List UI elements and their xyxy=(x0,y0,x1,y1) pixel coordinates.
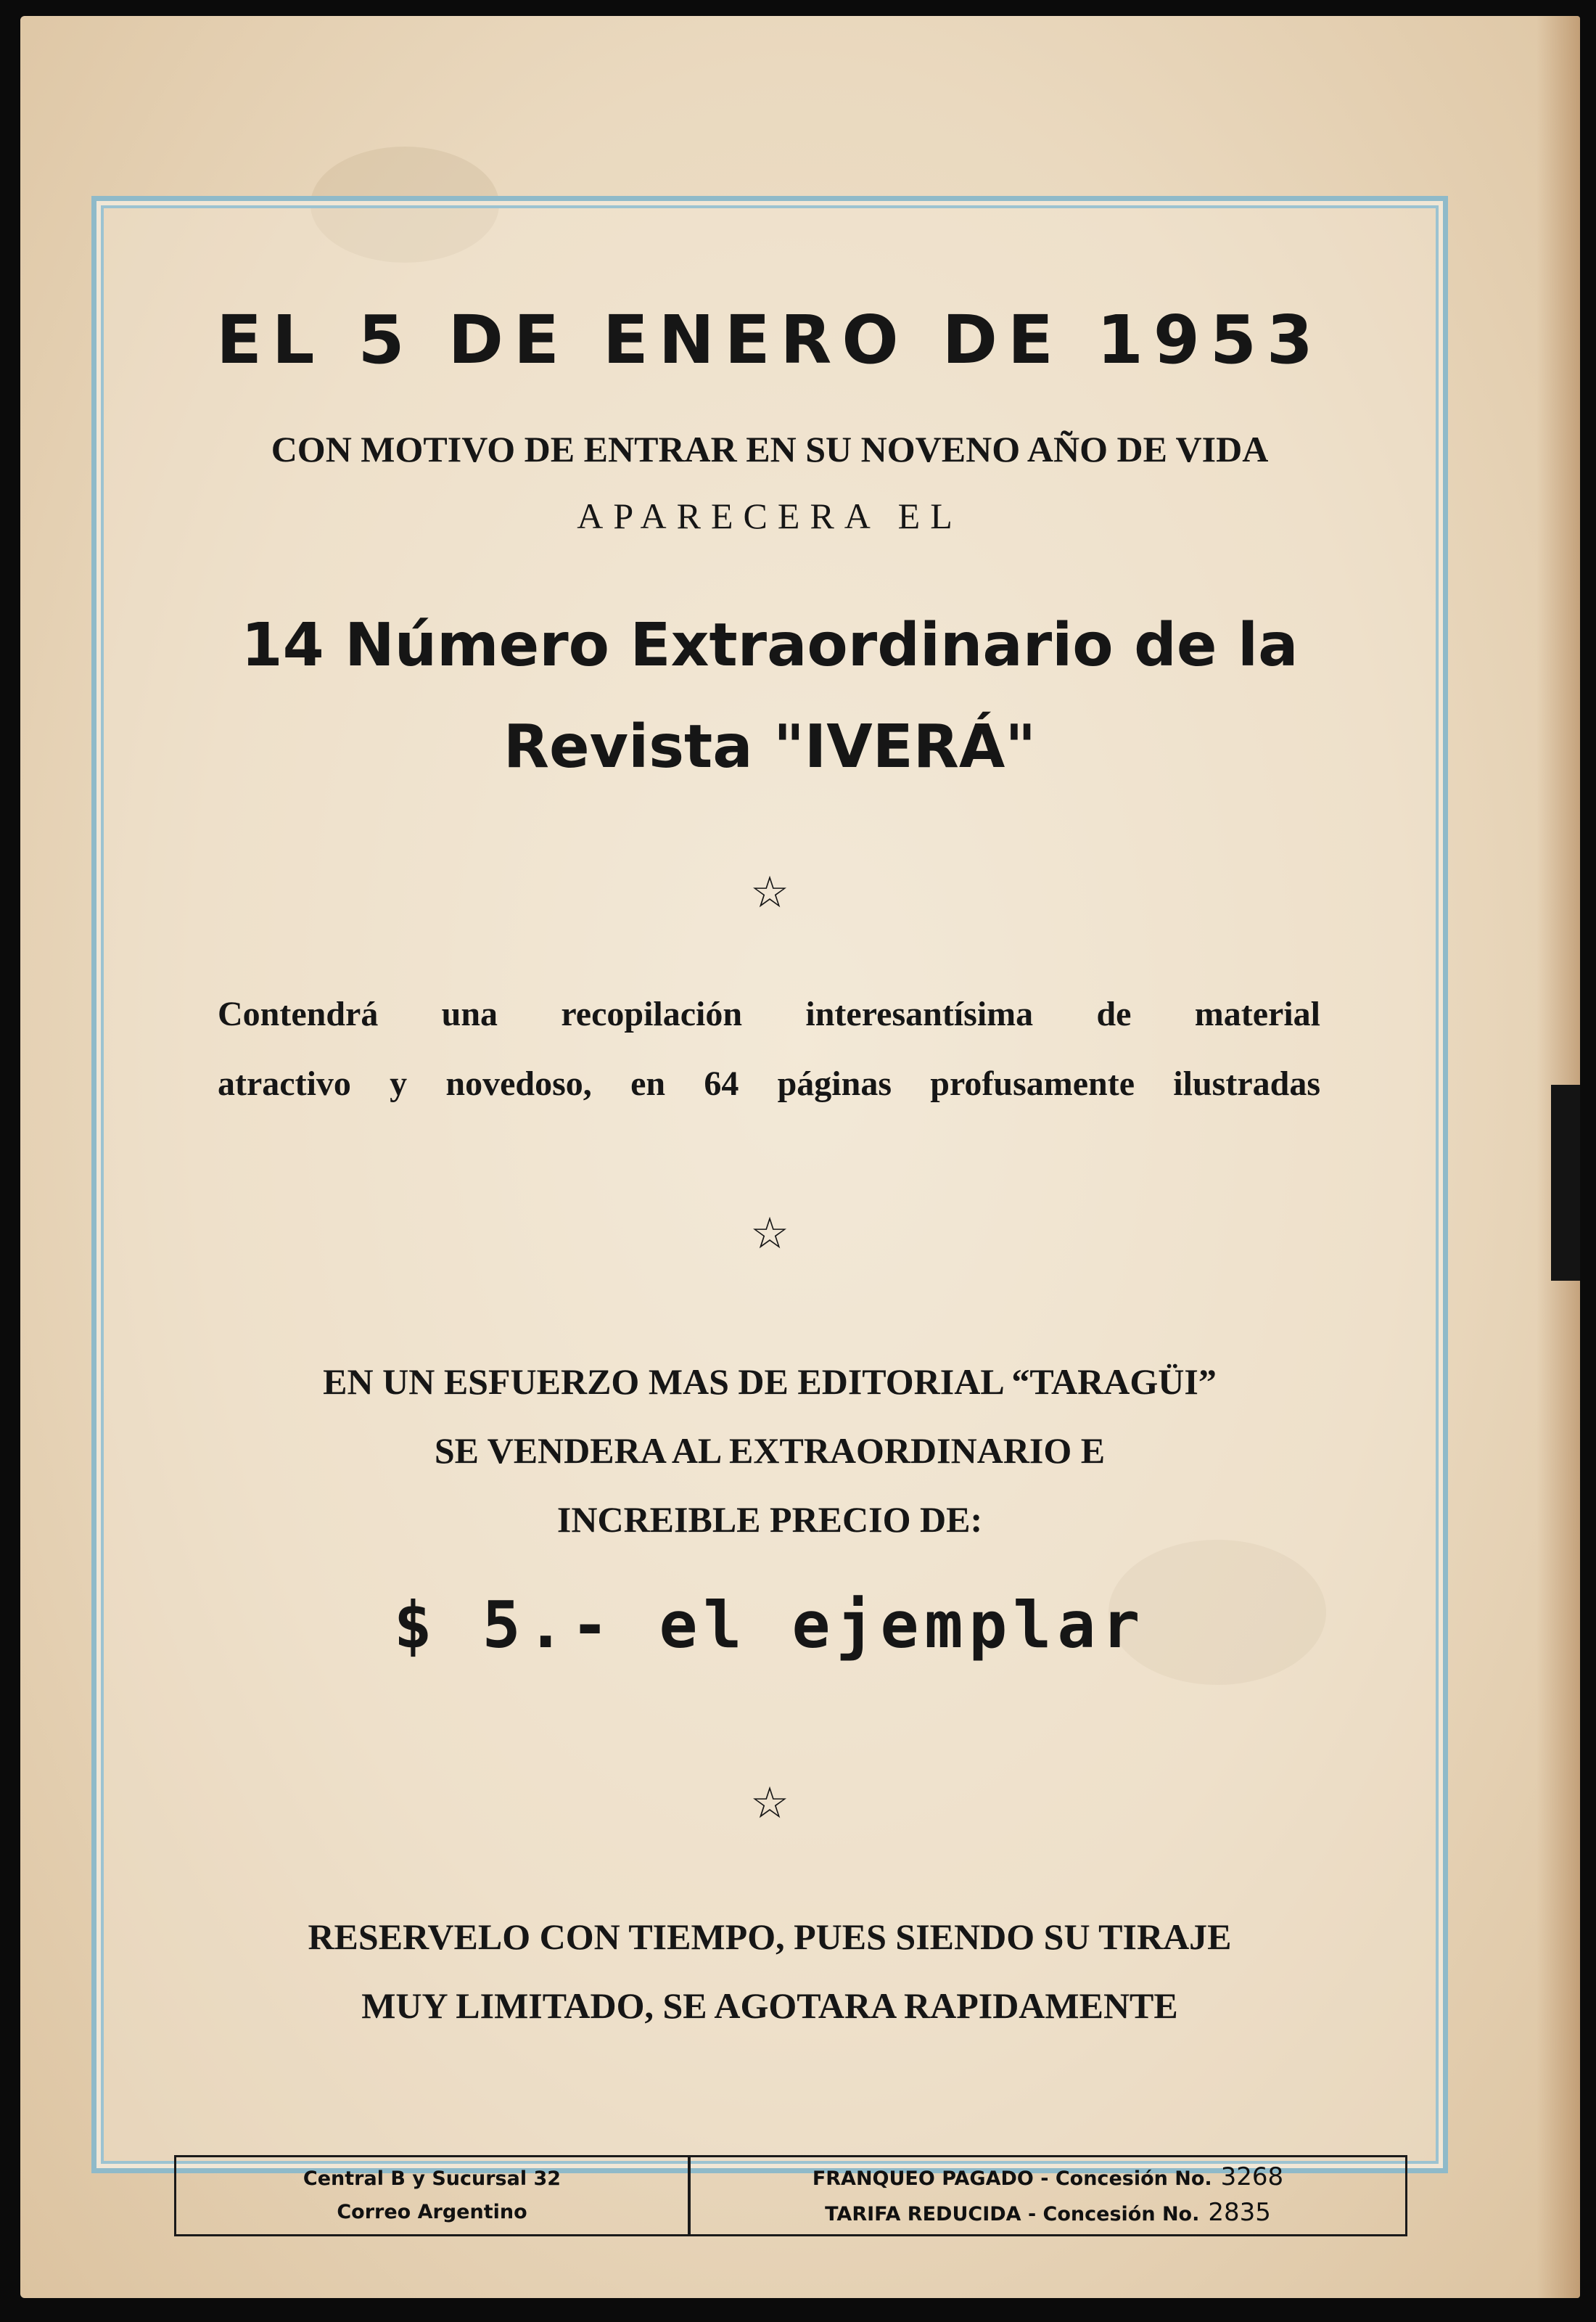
postal-indicia xyxy=(174,2155,1407,2236)
issue-title-line: 14 Número Extraordinario de la xyxy=(241,611,1299,680)
motive-line: CON MOTIVO DE ENTRAR EN SU NOVENO AÑO DE VIDA xyxy=(271,429,1269,469)
reserve-line: MUY LIMITADO, SE AGOTARA RAPIDAMENTE xyxy=(361,1985,1178,2026)
appear-line: APARECERA EL xyxy=(577,496,963,536)
postal-office-line: Central B y Sucursal 32 xyxy=(303,2167,562,2190)
concession-number: 2835 xyxy=(1208,2198,1271,2227)
postage-label: TARIFA REDUCIDA - Concesión No. xyxy=(825,2203,1200,2225)
postal-office-block xyxy=(176,2157,691,2234)
effort-line: INCREIBLE PRECIO DE: xyxy=(556,1499,983,1540)
postage-line xyxy=(825,2196,1271,2231)
star-icon: ☆ xyxy=(750,867,789,918)
concession-number: 3268 xyxy=(1220,2162,1284,2191)
postage-label: FRANQUEO PAGADO - Concesión No. xyxy=(812,2167,1212,2190)
description-line: Contendrá una recopilación interesantísima de material xyxy=(218,995,1320,1033)
issue-title xyxy=(109,595,1431,798)
spine-tear xyxy=(1551,1085,1580,1281)
price-text: $ 5.- el ejemplar xyxy=(393,1588,1146,1662)
effort-line: SE VENDERA AL EXTRAORDINARIO E xyxy=(434,1430,1106,1471)
star-icon: ☆ xyxy=(750,1778,789,1829)
contents-description xyxy=(218,980,1320,1119)
postage-block xyxy=(691,2157,1405,2234)
postage-line xyxy=(813,2160,1283,2196)
ad-frame-border xyxy=(91,196,1448,2173)
postal-office-line: Correo Argentino xyxy=(337,2201,527,2223)
date-headline: EL 5 DE ENERO DE 1953 xyxy=(216,301,1323,379)
description-line: atractivo y novedoso, en 64 páginas profusamente ilustradas xyxy=(218,1064,1320,1103)
star-icon: ☆ xyxy=(750,1208,789,1259)
reserve-line: RESERVELO CON TIEMPO, PUES SIENDO SU TIRAJE xyxy=(308,1916,1232,1957)
issue-title-line: Revista "IVERÁ" xyxy=(503,713,1037,781)
effort-line: EN UN ESFUERZO MAS DE EDITORIAL “TARAGÜI” xyxy=(323,1361,1217,1402)
